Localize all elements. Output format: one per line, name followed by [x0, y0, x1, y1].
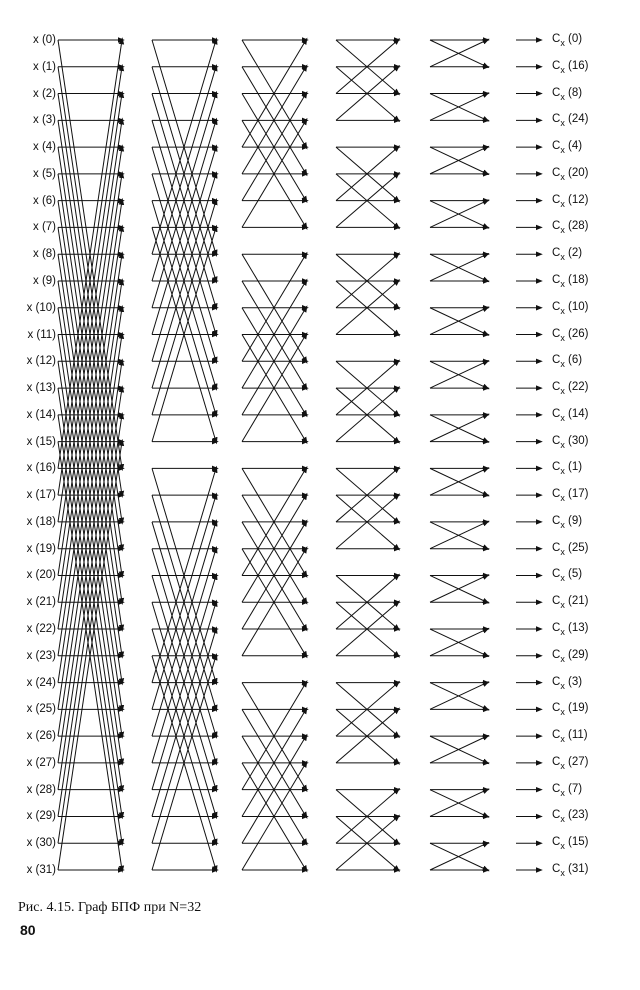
- input-label: x (31): [26, 864, 56, 876]
- output-label-subscript: x: [560, 814, 565, 825]
- output-label: [552, 32, 582, 46]
- input-label: x (29): [26, 810, 56, 823]
- output-label-index: (14): [564, 407, 589, 420]
- output-label: [552, 166, 588, 180]
- output-label-subscript: x: [560, 412, 565, 423]
- output-label-base: C: [552, 729, 561, 742]
- output-label-subscript: x: [560, 386, 565, 397]
- output-label-index: (16): [564, 59, 589, 72]
- output-label-subscript: x: [560, 841, 565, 852]
- input-label: x (20): [26, 569, 56, 582]
- output-label-index: (23): [564, 809, 589, 822]
- output-label-subscript: x: [560, 653, 565, 664]
- output-label-index: (11): [564, 729, 588, 742]
- output-label-index: (0): [564, 33, 583, 45]
- input-label: x (22): [26, 623, 56, 636]
- output-label-subscript: x: [560, 278, 565, 289]
- output-label-base: C: [552, 166, 561, 179]
- output-label-base: C: [552, 33, 561, 45]
- output-label-index: (24): [564, 113, 589, 126]
- output-label-base: C: [552, 648, 561, 661]
- output-label-index: (28): [564, 220, 589, 233]
- input-label: x (11): [27, 328, 56, 341]
- output-label-subscript: x: [560, 493, 565, 504]
- output-label-base: C: [552, 86, 561, 99]
- output-label-base: C: [552, 300, 561, 313]
- output-label-subscript: x: [560, 145, 565, 156]
- output-label-index: (7): [564, 782, 583, 795]
- input-label: x (8): [33, 248, 56, 261]
- output-label-base: C: [552, 327, 561, 340]
- output-label-subscript: x: [560, 252, 565, 263]
- input-label: x (16): [26, 462, 56, 475]
- output-label-index: (19): [564, 702, 589, 715]
- output-label: [552, 300, 588, 314]
- output-label-index: (15): [564, 836, 589, 849]
- output-label: [552, 541, 588, 555]
- output-label-subscript: x: [560, 466, 565, 477]
- output-label-subscript: x: [560, 64, 565, 75]
- output-label-index: (27): [564, 755, 589, 768]
- output-label-index: (26): [564, 327, 589, 340]
- output-label: [552, 380, 589, 397]
- output-label-base: C: [552, 863, 561, 875]
- output-label-index: (10): [564, 300, 589, 313]
- input-label: x (17): [26, 489, 56, 502]
- input-label: x (25): [26, 703, 56, 716]
- input-label: x (7): [33, 221, 56, 234]
- output-label-base: C: [552, 381, 561, 394]
- output-label-subscript: x: [560, 359, 565, 370]
- input-label: x (26): [26, 730, 56, 743]
- output-label: [552, 273, 588, 287]
- input-label: x (6): [33, 194, 56, 207]
- output-label-index: (4): [564, 140, 583, 153]
- output-label-base: C: [552, 595, 561, 608]
- output-label-subscript: x: [560, 868, 565, 878]
- output-label-subscript: x: [560, 519, 565, 530]
- output-label-subscript: x: [560, 38, 565, 48]
- output-label: [552, 675, 582, 689]
- page-number: 80: [20, 922, 36, 938]
- output-label-index: (25): [564, 541, 589, 554]
- output-label-index: (30): [564, 434, 589, 447]
- output-label-subscript: x: [560, 439, 565, 450]
- output-label-subscript: x: [560, 787, 565, 798]
- output-label-base: C: [552, 193, 561, 206]
- input-label: x (2): [33, 87, 56, 100]
- output-label: [552, 219, 589, 236]
- output-label-base: C: [552, 488, 561, 501]
- output-label-subscript: x: [560, 760, 565, 771]
- output-label: [552, 835, 589, 852]
- input-label: x (21): [26, 596, 56, 609]
- output-label-subscript: x: [560, 680, 565, 691]
- output-label-base: C: [552, 273, 561, 286]
- output-label-index: (1): [564, 461, 583, 474]
- output-label: [552, 701, 589, 718]
- input-label: x (13): [26, 382, 56, 395]
- output-label: [552, 193, 588, 207]
- output-label-subscript: x: [560, 546, 565, 557]
- output-label-base: C: [552, 113, 561, 126]
- output-label: [552, 728, 588, 745]
- input-label: x (15): [26, 435, 56, 448]
- input-label: x (9): [33, 274, 56, 287]
- output-label-base: C: [552, 140, 561, 153]
- output-label: [552, 327, 588, 341]
- output-label-base: C: [552, 514, 561, 527]
- output-label-base: C: [552, 782, 561, 795]
- output-label-base: C: [552, 809, 561, 822]
- output-label: [552, 112, 589, 129]
- output-label-base: C: [552, 836, 561, 849]
- input-label: x (4): [33, 141, 56, 154]
- output-label-base: C: [552, 702, 561, 715]
- output-label-base: C: [552, 675, 561, 688]
- output-label: [552, 487, 589, 504]
- output-label-subscript: x: [560, 627, 565, 638]
- output-label-subscript: x: [560, 573, 565, 584]
- output-label-subscript: x: [560, 734, 565, 745]
- output-label-subscript: x: [560, 91, 565, 102]
- input-label: x (19): [26, 542, 56, 555]
- output-label-subscript: x: [560, 198, 565, 209]
- output-label: [552, 567, 583, 584]
- input-label: x (14): [26, 408, 56, 421]
- output-label-base: C: [552, 755, 561, 768]
- output-label: [552, 139, 583, 156]
- input-label: x (12): [26, 355, 56, 368]
- input-label: x (28): [26, 783, 56, 796]
- input-label: x (1): [33, 60, 56, 73]
- output-label-base: C: [552, 220, 561, 233]
- output-label: [552, 514, 582, 528]
- input-label: x (30): [26, 837, 56, 850]
- input-label: x (24): [26, 676, 56, 689]
- output-label-subscript: x: [560, 305, 565, 316]
- output-label: [552, 808, 589, 825]
- output-label-index: (6): [564, 354, 583, 367]
- output-label-base: C: [552, 568, 561, 581]
- output-label-subscript: x: [560, 600, 565, 611]
- output-label-index: (18): [564, 273, 589, 286]
- input-label: x (27): [26, 756, 56, 769]
- output-label-index: (29): [564, 648, 589, 661]
- output-label-index: (5): [564, 568, 583, 581]
- output-label-index: (2): [564, 247, 583, 260]
- output-label-base: C: [552, 354, 561, 367]
- output-label-base: C: [552, 247, 561, 260]
- output-label-index: (9): [564, 514, 583, 527]
- output-label: [552, 460, 583, 477]
- output-label-index: (8): [564, 86, 583, 99]
- output-label: [552, 594, 589, 611]
- output-label-subscript: x: [560, 171, 565, 182]
- input-label: x (23): [26, 649, 56, 662]
- output-label-index: (13): [564, 622, 589, 635]
- output-label: [552, 755, 588, 769]
- output-label-subscript: x: [560, 225, 565, 236]
- output-label-base: C: [552, 461, 561, 474]
- output-label: [552, 86, 582, 100]
- output-label: [552, 434, 588, 448]
- input-label: x (18): [26, 515, 56, 528]
- output-label: [552, 353, 583, 370]
- output-label-base: C: [552, 622, 561, 635]
- output-label: [552, 621, 589, 638]
- output-label-index: (22): [564, 381, 589, 394]
- output-label-index: (20): [564, 166, 589, 179]
- output-label-base: C: [552, 407, 561, 420]
- output-label: [552, 246, 583, 263]
- output-label-subscript: x: [560, 332, 565, 343]
- output-label-index: (3): [564, 675, 583, 688]
- output-label: [552, 59, 588, 73]
- input-label: x (0): [33, 34, 56, 46]
- output-label: [552, 782, 582, 796]
- output-label-index: (17): [564, 488, 589, 501]
- output-label-base: C: [552, 434, 561, 447]
- input-label: x (3): [33, 114, 56, 127]
- output-label-subscript: x: [560, 707, 565, 718]
- input-label: x (10): [26, 301, 56, 314]
- output-label-index: (12): [564, 193, 589, 206]
- output-label-base: C: [552, 59, 561, 72]
- output-label-subscript: x: [560, 118, 565, 129]
- output-label-base: C: [552, 541, 561, 554]
- figure-caption: Рис. 4.15. Граф БПФ при N=32: [18, 900, 202, 915]
- output-label-index: (21): [564, 595, 589, 608]
- input-label: x (5): [33, 167, 56, 180]
- output-label: [552, 407, 588, 421]
- output-label: [552, 648, 588, 662]
- output-label-index: (31): [564, 863, 589, 875]
- output-label: [552, 862, 588, 876]
